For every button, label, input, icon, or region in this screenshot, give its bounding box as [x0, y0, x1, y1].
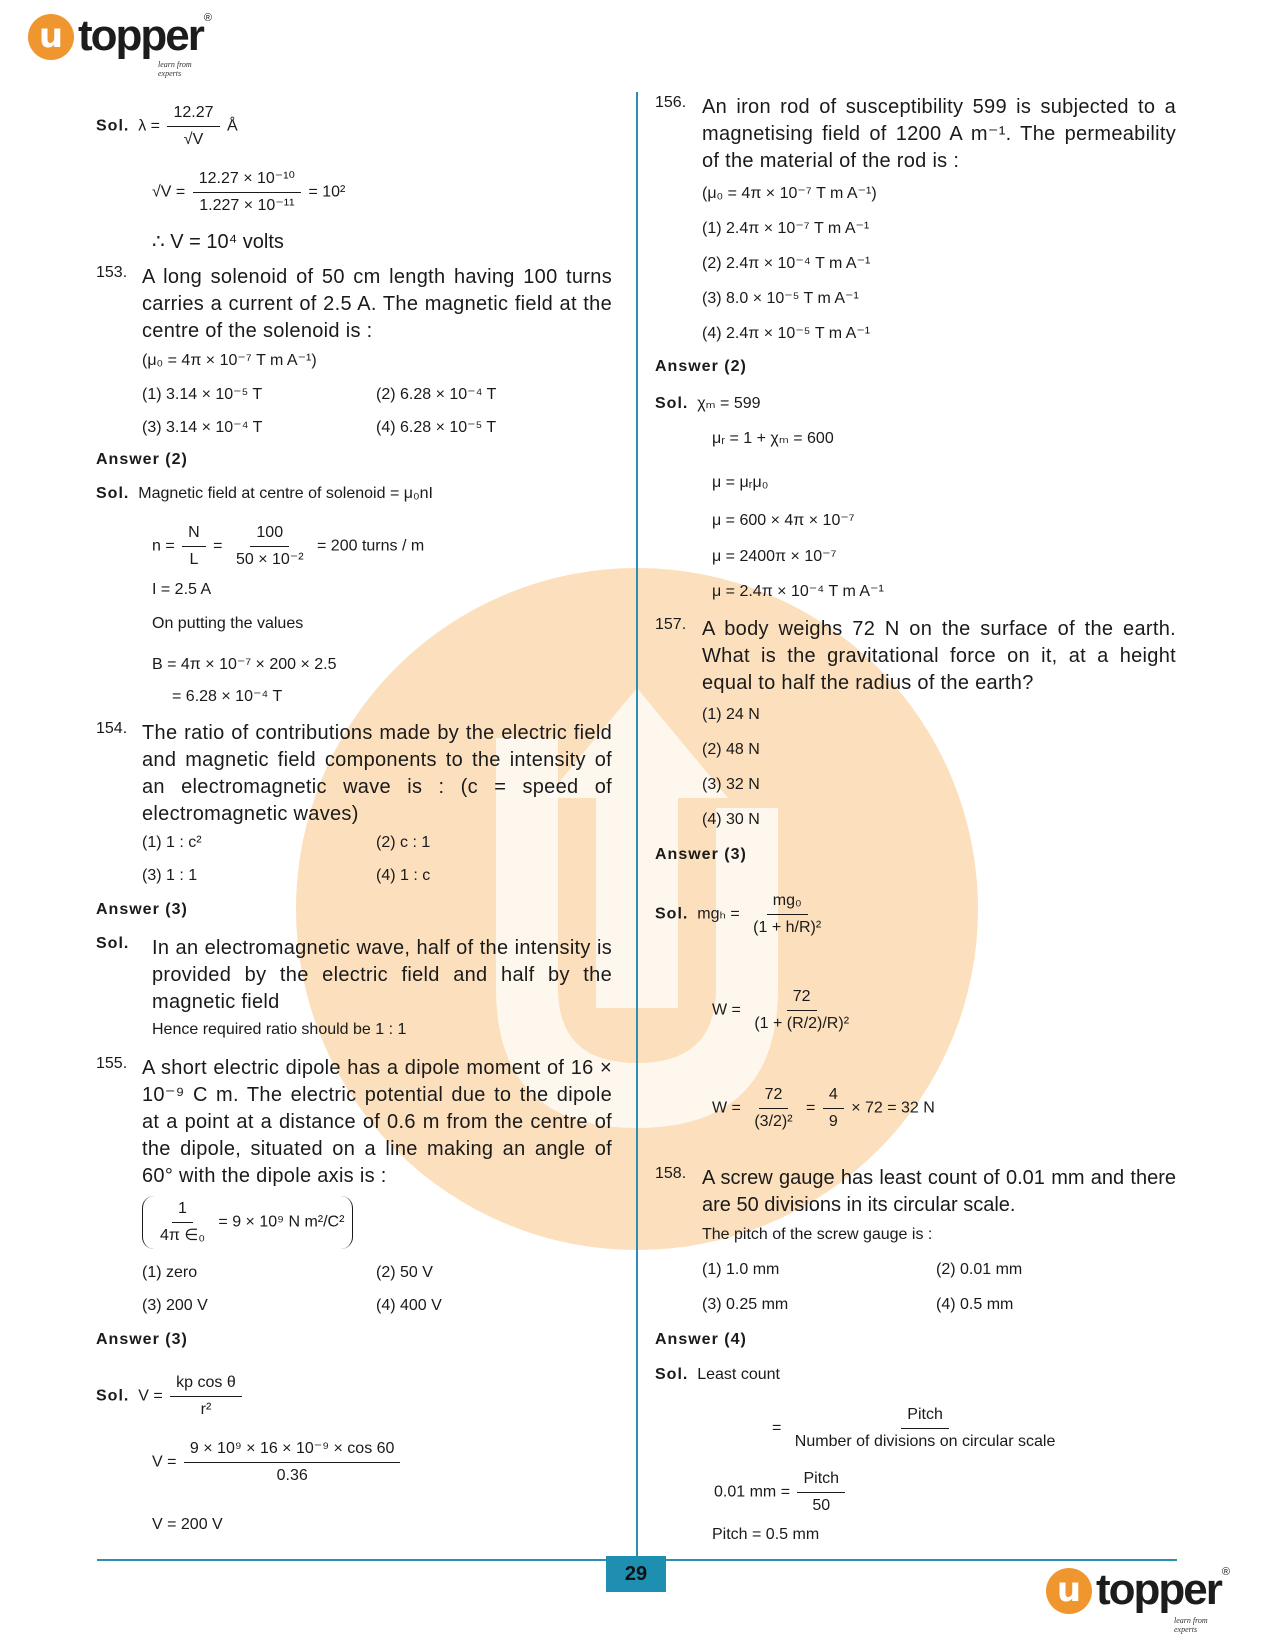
- logo-wordmark: topper: [1096, 1565, 1221, 1614]
- brand-logo-top: [28, 11, 212, 78]
- option-4: (4) 6.28 × 10⁻⁵ T: [376, 419, 497, 436]
- answer-label: Answer (2): [96, 451, 188, 468]
- fraction: [748, 1082, 798, 1135]
- rhs: = 200 turns / m: [317, 537, 425, 555]
- answer-label: Answer (3): [96, 1331, 188, 1348]
- sol-step: χₘ = 599: [697, 395, 761, 412]
- answer-label: Answer (2): [655, 358, 747, 375]
- column-divider: [636, 92, 638, 1572]
- sol155-v1: [96, 1370, 245, 1423]
- option-3: (3) 0.25 mm: [702, 1296, 789, 1313]
- question-text: An iron rod of susceptibility 599 is subjected to a magnetising field of 1200 A m⁻¹. The permeability of the material of the rod is :: [702, 96, 1176, 172]
- sol-step: μᵣ = 1 + χₘ = 600: [712, 430, 834, 447]
- answer-label: Answer (3): [655, 846, 747, 863]
- option-3: (3) 3.14 × 10⁻⁴ T: [142, 419, 263, 436]
- option-3: (3) 1 : 1: [142, 867, 198, 884]
- question-number: 155.: [96, 1055, 128, 1072]
- sol-label: Sol.: [655, 395, 689, 412]
- denominator: r²: [200, 1401, 212, 1418]
- numerator: 72: [787, 984, 817, 1011]
- sol-label: Sol.: [96, 935, 130, 952]
- option-1: (1) 1.0 mm: [702, 1261, 780, 1278]
- v-lhs: V =: [138, 1387, 163, 1405]
- option-3: (3) 200 V: [142, 1297, 208, 1314]
- sol-step: μ = 600 × 4π × 10⁻⁷: [712, 512, 855, 529]
- equals: =: [213, 537, 223, 555]
- option-1: (1) 24 N: [702, 706, 760, 723]
- sol-text: Magnetic field at centre of solenoid = μ₀nI: [138, 485, 433, 502]
- sol158-line1: [655, 1366, 780, 1384]
- question-number: 158.: [655, 1165, 687, 1182]
- equals: =: [772, 1419, 782, 1437]
- numerator: 72: [759, 1082, 789, 1109]
- option-1: (1) zero: [142, 1264, 198, 1281]
- option-1: (1) 3.14 × 10⁻⁵ T: [142, 386, 263, 403]
- sqrt-v-lhs: √V =: [152, 183, 186, 201]
- numerator: Pitch: [797, 1466, 845, 1493]
- denominator: 50 × 10⁻²: [235, 551, 304, 568]
- rhs: = 10²: [308, 183, 346, 201]
- numerator: Pitch: [901, 1402, 949, 1429]
- sol-step: μ = 2400π × 10⁻⁷: [712, 548, 837, 565]
- rhs: = 9 × 10⁹ N m²/C²: [218, 1213, 345, 1231]
- answer-label: Answer (3): [96, 901, 188, 918]
- fraction: [193, 166, 301, 219]
- numerator: 12.27: [167, 100, 219, 127]
- given-constant: [142, 1196, 353, 1249]
- denominator: 4π ∈₀: [160, 1227, 205, 1244]
- sol157-w1: [712, 984, 858, 1037]
- sol158-lc2: [714, 1466, 848, 1519]
- sol152-line3: ∴ V = 10⁴ volts: [152, 231, 284, 253]
- denominator: (1 + (R/2)/R)²: [754, 1015, 850, 1032]
- numerator: 9 × 10⁹ × 16 × 10⁻⁹ × cos 60: [184, 1436, 401, 1463]
- w-lhs: W =: [712, 1099, 741, 1117]
- logo-tagline: learn from experts: [1174, 1616, 1208, 1634]
- fraction: [170, 1370, 242, 1423]
- fraction: [789, 1402, 1062, 1455]
- option-2: (2) 50 V: [376, 1264, 433, 1281]
- equals: =: [806, 1099, 816, 1117]
- question-text: A short electric dipole has a dipole moment of 16 × 10⁻⁹ C m. The electric potential due to the dipole at a point at a distance of 0.6 m from the centre of the dipole, situated on a line making an angle of 60° with the dipole axis is :: [142, 1057, 612, 1187]
- sol-step: μ = 2.4π × 10⁻⁴ T m A⁻¹: [712, 583, 884, 600]
- rhs: × 72 = 32 N: [851, 1099, 935, 1117]
- option-3: (3) 32 N: [702, 776, 760, 793]
- question-text: A body weighs 72 N on the surface of the earth. What is the gravitational force on it, at a height equal to half the radius of the earth?: [702, 618, 1176, 694]
- sol-conclusion: Hence required ratio should be 1 : 1: [152, 1021, 407, 1038]
- sol155-v2: [152, 1436, 403, 1489]
- sol-text: In an electromagnetic wave, half of the intensity is provided by the electric field and half by the magnetic field: [152, 937, 612, 1013]
- sol153-b-line: B = 4π × 10⁻⁷ × 200 × 2.5: [152, 656, 337, 673]
- option-2: (2) 48 N: [702, 741, 760, 758]
- w-lhs: W =: [712, 1001, 741, 1019]
- denominator: 0.36: [276, 1467, 308, 1484]
- denominator: 1.227 × 10⁻¹¹: [199, 197, 295, 214]
- fraction: [823, 1082, 844, 1135]
- fraction: [184, 1436, 401, 1489]
- numerator: 1: [172, 1196, 193, 1223]
- question-given: (μ₀ = 4π × 10⁻⁷ T m A⁻¹): [702, 185, 877, 202]
- unit: Å: [226, 117, 238, 135]
- numerator: 12.27 × 10⁻¹⁰: [193, 166, 301, 193]
- option-4: (4) 1 : c: [376, 867, 431, 884]
- sol153-putting: On putting the values: [152, 615, 304, 632]
- denominator: L: [189, 551, 199, 568]
- numerator: 4: [823, 1082, 844, 1109]
- brand-logo-bottom: [1046, 1565, 1230, 1634]
- sol156-line1: [655, 393, 761, 413]
- option-1: (1) 2.4π × 10⁻⁷ T m A⁻¹: [702, 220, 870, 237]
- question-given: (μ₀ = 4π × 10⁻⁷ T m A⁻¹): [142, 352, 317, 369]
- denominator: √V: [183, 131, 204, 148]
- sol158-result: Pitch = 0.5 mm: [712, 1526, 820, 1543]
- numerator: mg₀: [767, 888, 808, 915]
- sol152-line2: [152, 166, 345, 219]
- fraction: [748, 984, 855, 1037]
- sol153-current: I = 2.5 A: [152, 581, 212, 598]
- option-4: (4) 0.5 mm: [936, 1296, 1014, 1313]
- sol-label: Sol.: [655, 1366, 689, 1383]
- sol158-lc: [772, 1402, 1064, 1455]
- option-4: (4) 30 N: [702, 811, 760, 828]
- n-lhs: n =: [152, 537, 175, 555]
- sol-text: Least count: [697, 1366, 780, 1383]
- option-2: (2) 2.4π × 10⁻⁴ T m A⁻¹: [702, 255, 871, 272]
- lambda-lhs: λ =: [138, 117, 161, 135]
- mg-lhs: mgₕ =: [697, 905, 740, 923]
- question-text: A long solenoid of 50 cm length having 100 turns carries a current of 2.5 A. The magnetic field at the centre of the solenoid is :: [142, 266, 612, 342]
- numerator: 100: [250, 520, 289, 547]
- fraction: [154, 1196, 211, 1249]
- denominator: Number of divisions on circular scale: [794, 1433, 1056, 1450]
- option-4: (4) 2.4π × 10⁻⁵ T m A⁻¹: [702, 325, 871, 342]
- registered-mark: ®: [203, 12, 212, 24]
- numerator: N: [182, 520, 206, 547]
- sol153-n-eq: [152, 520, 424, 573]
- answer-label: Answer (4): [655, 1331, 747, 1348]
- logo-u-icon: u: [28, 14, 74, 60]
- sol153-line1: [96, 485, 433, 503]
- option-3: (3) 8.0 × 10⁻⁵ T m A⁻¹: [702, 290, 859, 307]
- option-1: (1) 1 : c²: [142, 834, 202, 851]
- logo-tagline: learn from experts: [158, 60, 192, 78]
- fraction: [747, 888, 827, 941]
- question-prompt: The pitch of the screw gauge is :: [702, 1226, 933, 1243]
- sol157-mg: [655, 888, 830, 941]
- question-text: The ratio of contributions made by the electric field and magnetic field components to the intensity of an electromagnetic wave is : (c = speed of electromagnetic waves): [142, 722, 612, 825]
- sol153-b-result: = 6.28 × 10⁻⁴ T: [172, 688, 283, 705]
- sol157-w2: [712, 1082, 935, 1135]
- lhs: 0.01 mm =: [714, 1483, 791, 1501]
- denominator: 50: [812, 1497, 831, 1514]
- logo-wordmark: topper: [78, 11, 203, 60]
- fraction: [167, 100, 219, 153]
- page-number: 29: [606, 1556, 666, 1592]
- sol-step: μ = μᵣμ₀: [712, 474, 769, 491]
- denominator: (3/2)²: [754, 1113, 793, 1130]
- sol-label: Sol.: [655, 905, 689, 923]
- question-number: 154.: [96, 720, 128, 737]
- fraction: [230, 520, 310, 573]
- sol-label: Sol.: [96, 117, 130, 135]
- v-lhs: V =: [152, 1453, 177, 1471]
- sol152-line1: [96, 100, 238, 153]
- sol-label: Sol.: [96, 485, 130, 502]
- fraction: [797, 1466, 845, 1519]
- logo-u-icon: u: [1046, 1568, 1092, 1614]
- sol155-result: V = 200 V: [152, 1516, 223, 1533]
- option-4: (4) 400 V: [376, 1297, 442, 1314]
- question-text: A screw gauge has least count of 0.01 mm and there are 50 divisions in its circular scale.: [702, 1167, 1176, 1216]
- fraction: [182, 520, 206, 573]
- question-number: 153.: [96, 264, 128, 281]
- option-2: (2) 6.28 × 10⁻⁴ T: [376, 386, 497, 403]
- option-2: (2) c : 1: [376, 834, 431, 851]
- option-2: (2) 0.01 mm: [936, 1261, 1023, 1278]
- denominator: 9: [828, 1113, 838, 1130]
- question-number: 157.: [655, 616, 687, 633]
- registered-mark: ®: [1221, 1566, 1230, 1578]
- denominator: (1 + h/R)²: [753, 919, 822, 936]
- sol-label: Sol.: [96, 1387, 130, 1405]
- question-number: 156.: [655, 94, 687, 111]
- numerator: kp cos θ: [170, 1370, 242, 1397]
